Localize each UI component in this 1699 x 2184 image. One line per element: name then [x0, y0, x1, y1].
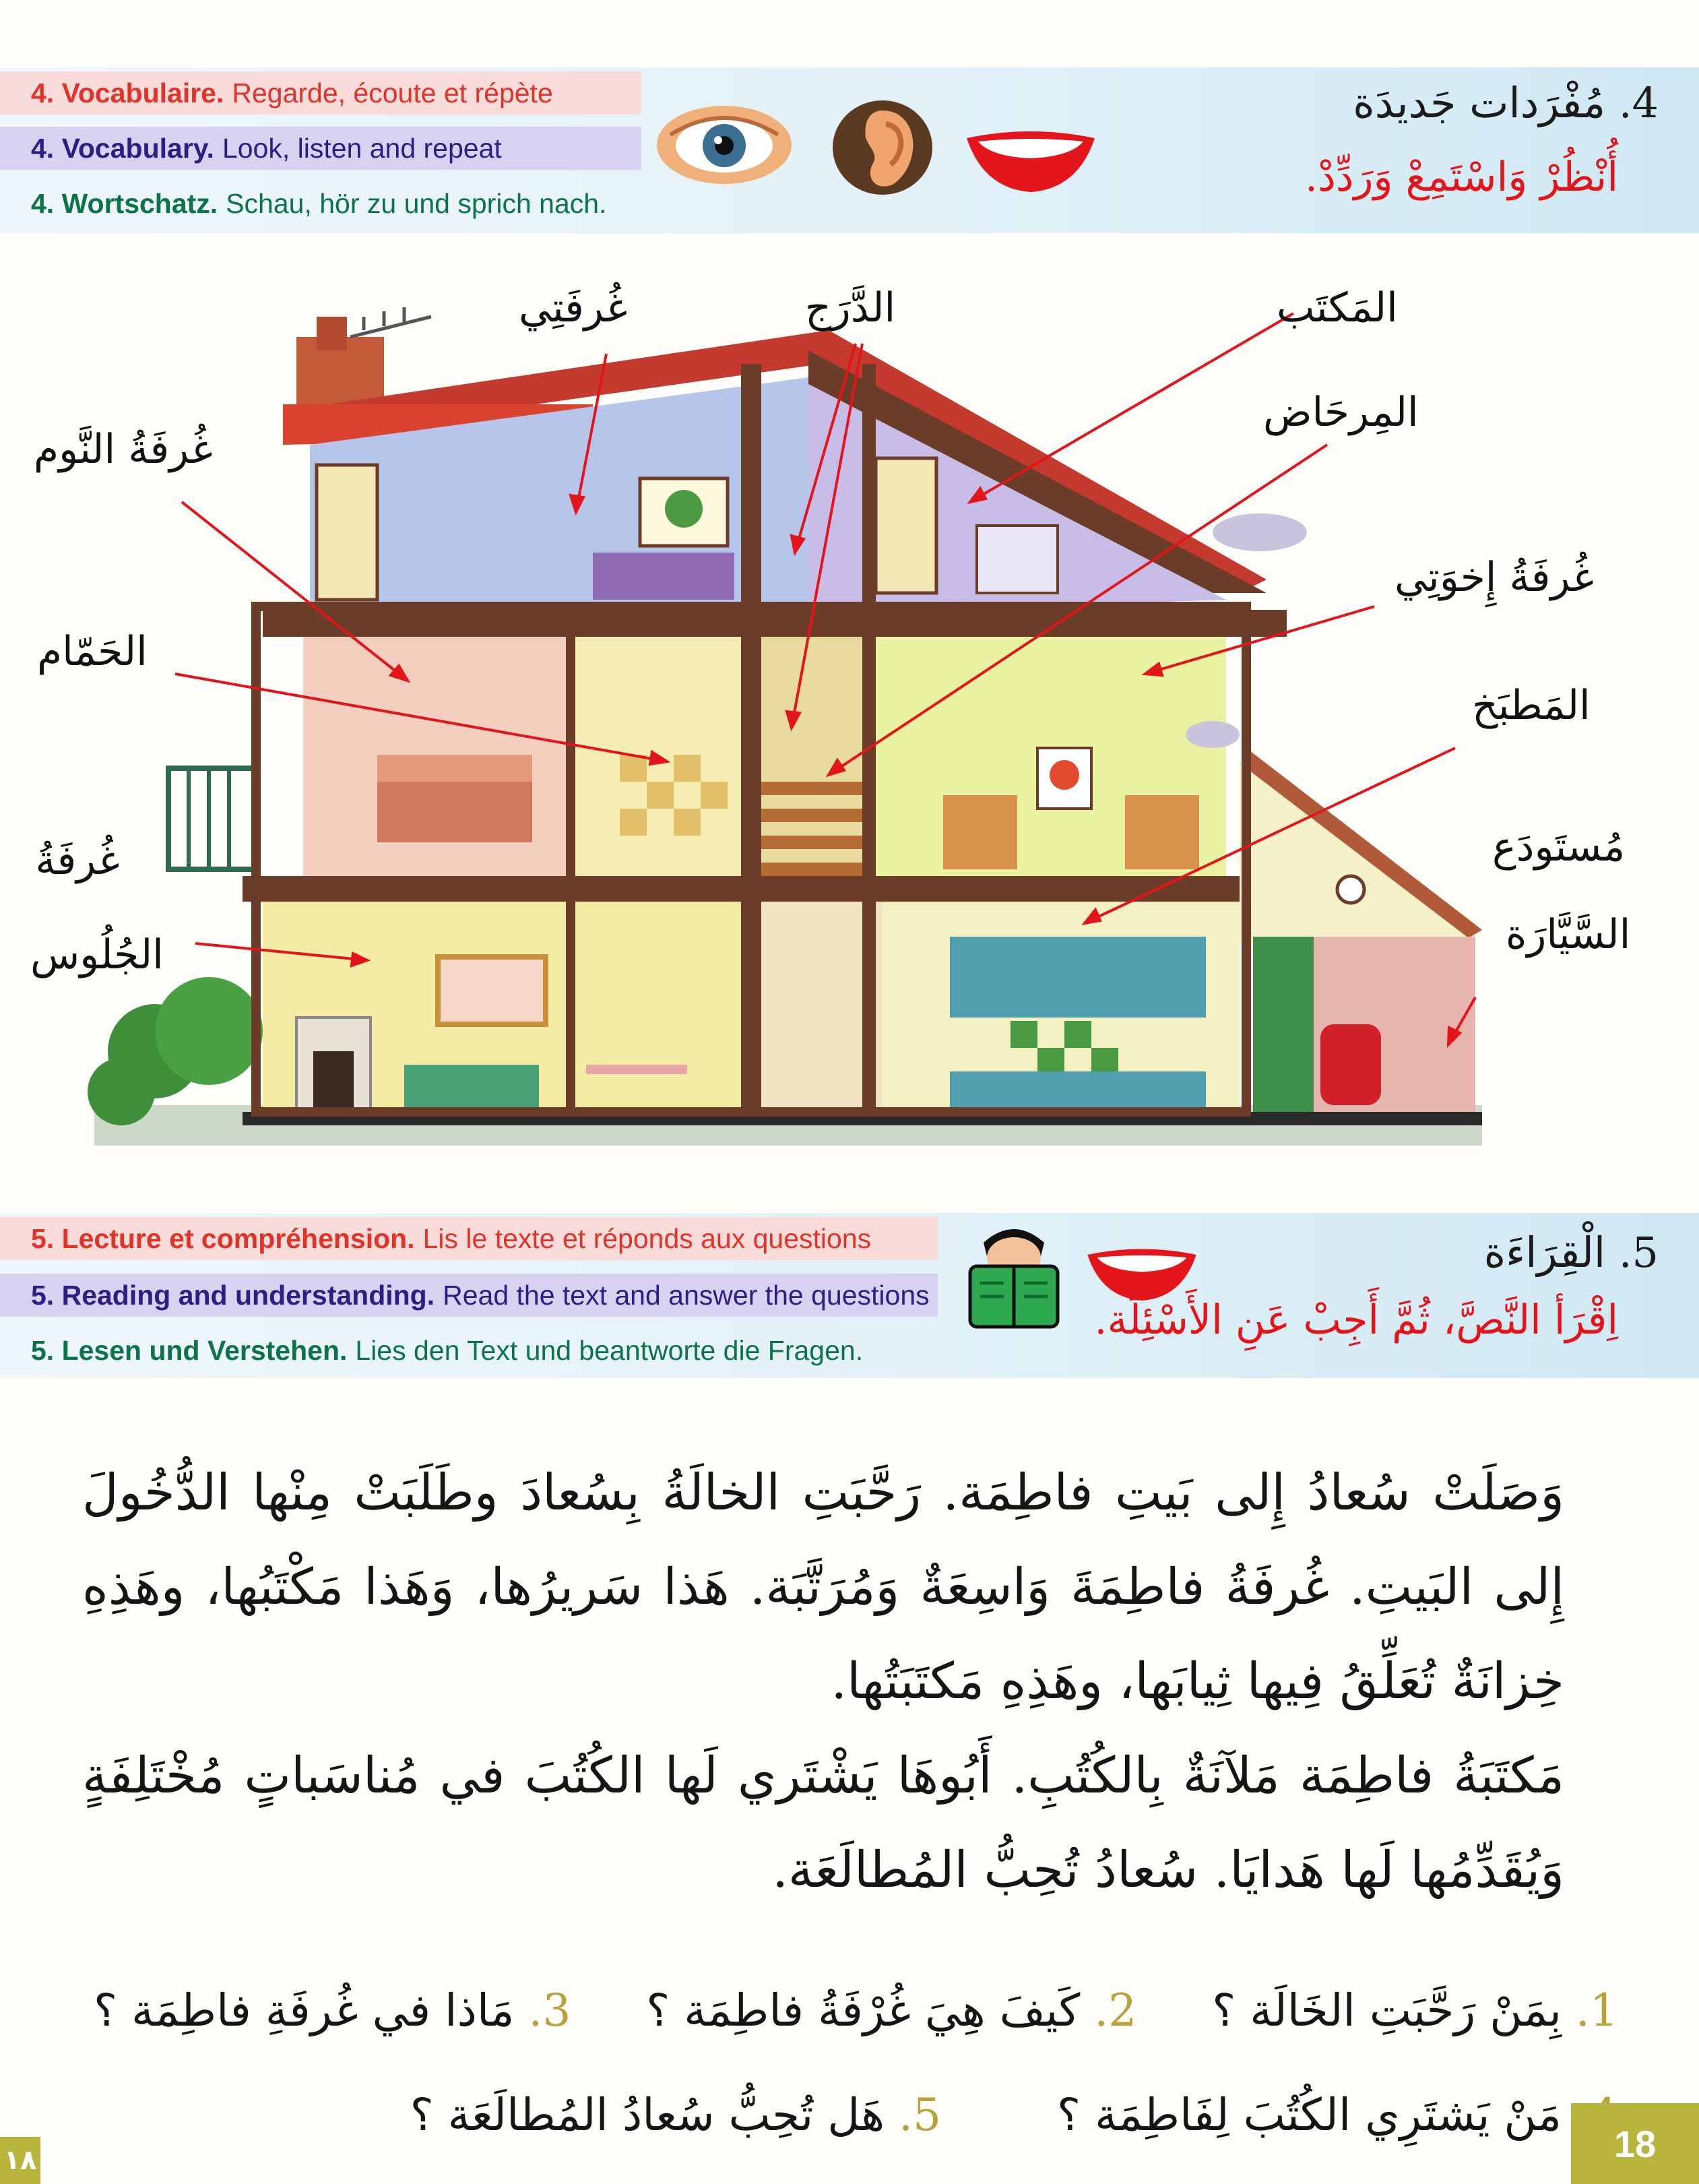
- page-number-arabic: ١٨: [0, 2137, 40, 2184]
- label-garage-line2: السَّيَّارَة: [1506, 911, 1631, 958]
- house-illustration: [0, 256, 1699, 1159]
- section4-french-line: [0, 71, 641, 115]
- section4-english-title: 4. Vocabulary.: [31, 132, 214, 164]
- house-drawing: [0, 256, 1699, 1159]
- reading-paragraph-1: وَصَلَتْ سُعادُ إِلى بَيتِ فاطِمَة. رَحَّبَتِ الخالَةُ بِسُعادَ وطَلَبَتْ مِنْها الدُّخُولَ إِلى البَيتِ. غُرفَةُ فاطِمَةَ وَاسِعَةٌ وَمُرَتَّبَة. هَذا سَريرُها، وَهَذا مَكْتَبُها، وهَذِهِ خِزانَةٌ تُعَلِّقُ فِيها ثِيابَها، وهَذِهِ مَكتَبَتُها.: [82, 1464, 1564, 1710]
- label-toilet: المِرحَاض: [1263, 389, 1419, 436]
- label-bathroom: الحَمّام: [37, 628, 148, 675]
- mouth-icon: [1085, 1240, 1199, 1304]
- mouth-icon: [963, 121, 1098, 195]
- label-kitchen: المَطبَخ: [1472, 682, 1591, 729]
- reading-boy-icon: [957, 1216, 1071, 1330]
- section5-arabic-instruction: اِقْرَأ النَّصَّ، ثُمَّ أَجِبْ عَنِ الأَسْئِلَة.: [1094, 1297, 1618, 1344]
- reading-paragraph-2: مَكتَبَةُ فاطِمَة مَلآنَةٌ بِالكُتُبِ. أَبُوهَا يَشْتَري لَها الكُتُبَ في مُناسَباتٍ مُخْتَلِفَةٍ وَيُقَدِّمُها لَها هَدايَا. سُعادُ تُحِبُّ المُطالَعَة.: [82, 1747, 1564, 1899]
- eye-icon: [653, 101, 795, 189]
- question-1-number: 1.: [1576, 1985, 1618, 2036]
- label-bedroom: غُرفَةُ النَّوم: [34, 426, 213, 473]
- question-3: مَاذا في غُرفَةِ فاطِمَة ؟: [94, 1985, 515, 2036]
- reading-text: [82, 1445, 1564, 1917]
- question-2-number: 2.: [1094, 1985, 1137, 2036]
- section5-arabic-title: 5. الْقِرَاءَة: [1483, 1228, 1659, 1277]
- label-garage-line1: مُستَودَع: [1492, 823, 1626, 871]
- section5-german-title: 5. Lesen und Verstehen.: [31, 1334, 348, 1366]
- ear-icon: [829, 97, 936, 198]
- label-office: المَكتَب: [1277, 284, 1398, 332]
- section5-french-line: [0, 1217, 938, 1260]
- page-number: 18: [1571, 2103, 1699, 2184]
- section5-german-line: [0, 1329, 863, 1372]
- question-4: مَنْ يَشتَرِي الكُتُبَ لِفَاطِمَة ؟: [1056, 2089, 1562, 2141]
- label-siblings-room: غُرفَةُ إِخوَتِي: [1395, 554, 1594, 601]
- bush-icon: [88, 977, 263, 1125]
- section5-english-instruction: Read the text and answer the questions: [443, 1279, 930, 1311]
- questions-row-2: [410, 2089, 1618, 2141]
- section4-french-instruction: Regarde, écoute et répète: [232, 77, 553, 108]
- section4-german-instruction: Schau, hör zu und sprich nach.: [226, 187, 607, 219]
- label-living-room-line1: غُرفَةُ: [35, 837, 120, 884]
- question-2: كَيفَ هِيَ غُرْفَةُ فاطِمَة ؟: [646, 1985, 1081, 2036]
- question-5-number: 5.: [899, 2089, 941, 2141]
- label-living-room-line2: الجُلُوس: [30, 931, 164, 978]
- label-my-room: غُرفَتِي: [519, 284, 628, 332]
- section4-french-title: 4. Vocabulaire.: [31, 77, 224, 108]
- label-stairs: الدَّرَج: [805, 284, 896, 332]
- section5-header: [0, 1213, 1699, 1378]
- questions-row-1: [94, 1985, 1618, 2036]
- section5-german-instruction: Lies den Text und beantworte die Fragen.: [355, 1334, 864, 1366]
- question-3-number: 3.: [528, 1985, 571, 2036]
- section4-arabic-title: 4. مُفْرَدات جَديدَة: [1353, 78, 1659, 127]
- section4-german-line: [0, 182, 606, 225]
- question-1: بِمَنْ رَحَّبَتِ الخَالَة ؟: [1212, 1985, 1562, 2036]
- section4-english-line: [0, 127, 641, 170]
- section4-arabic-instruction: أُنْظُرْ وَاسْتَمِعْ وَرَدِّدْ.: [1305, 154, 1618, 201]
- section5-english-line: [0, 1274, 938, 1317]
- section4-header: [0, 67, 1699, 233]
- section5-french-instruction: Lis le texte et réponds aux questions: [422, 1222, 872, 1254]
- label-living-room: [30, 836, 125, 886]
- section4-english-instruction: Look, listen and repeat: [222, 132, 502, 164]
- section5-french-title: 5. Lecture et compréhension.: [31, 1222, 415, 1254]
- question-5: هَل تُحِبُّ سُعادُ المُطالَعَة ؟: [410, 2089, 885, 2141]
- section4-german-title: 4. Wortschatz.: [31, 187, 218, 219]
- section5-english-title: 5. Reading and understanding.: [31, 1279, 435, 1311]
